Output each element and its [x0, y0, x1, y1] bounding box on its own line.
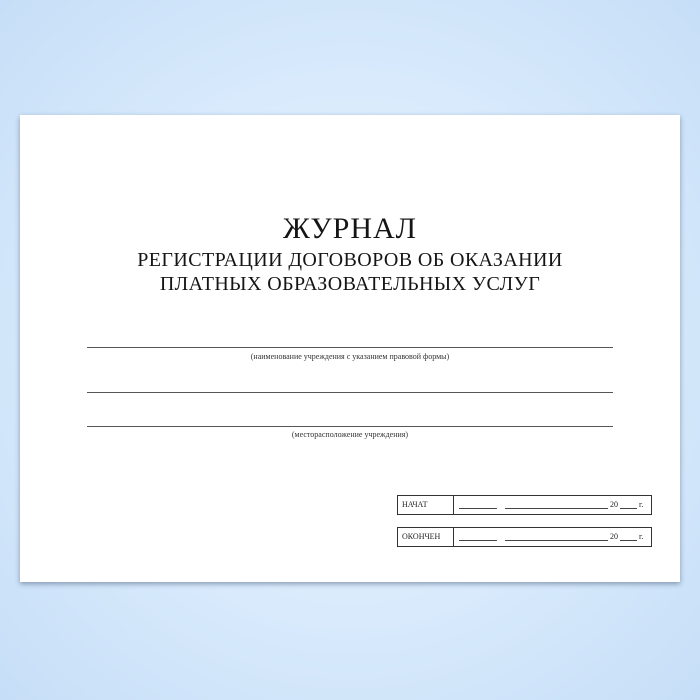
start-date-box — [397, 495, 652, 515]
end-date-label: ОКОНЧЕН — [398, 528, 454, 546]
end-day-blank — [459, 540, 497, 541]
journal-title: ЖУРНАЛ — [282, 212, 418, 245]
start-year-prefix: 20 — [610, 500, 618, 509]
journal-subtitle-line-2: ПЛАТНЫХ ОБРАЗОВАТЕЛЬНЫХ УСЛУГ — [159, 273, 541, 295]
start-date-fields — [454, 496, 651, 514]
institution-name-caption: (наименование учреждения с указанием правовой формы) — [250, 352, 450, 361]
start-day-blank — [459, 508, 497, 509]
institution-location-line — [87, 426, 613, 427]
start-month-blank — [505, 508, 608, 509]
institution-name-line — [87, 347, 613, 348]
journal-subtitle-line-1: РЕГИСТРАЦИИ ДОГОВОРОВ ОБ ОКАЗАНИИ — [137, 249, 563, 271]
institution-extra-line — [87, 392, 613, 393]
end-year-prefix: 20 — [610, 532, 618, 541]
start-year-suffix: г. — [639, 500, 644, 509]
end-month-blank — [505, 540, 608, 541]
journal-cover — [20, 115, 680, 582]
start-date-label: НАЧАТ — [398, 496, 454, 514]
end-date-fields — [454, 528, 651, 546]
start-year-blank — [620, 508, 637, 509]
institution-location-caption: (месторасположение учреждения) — [291, 430, 409, 439]
end-year-suffix: г. — [639, 532, 644, 541]
end-date-box — [397, 527, 652, 547]
end-year-blank — [620, 540, 637, 541]
